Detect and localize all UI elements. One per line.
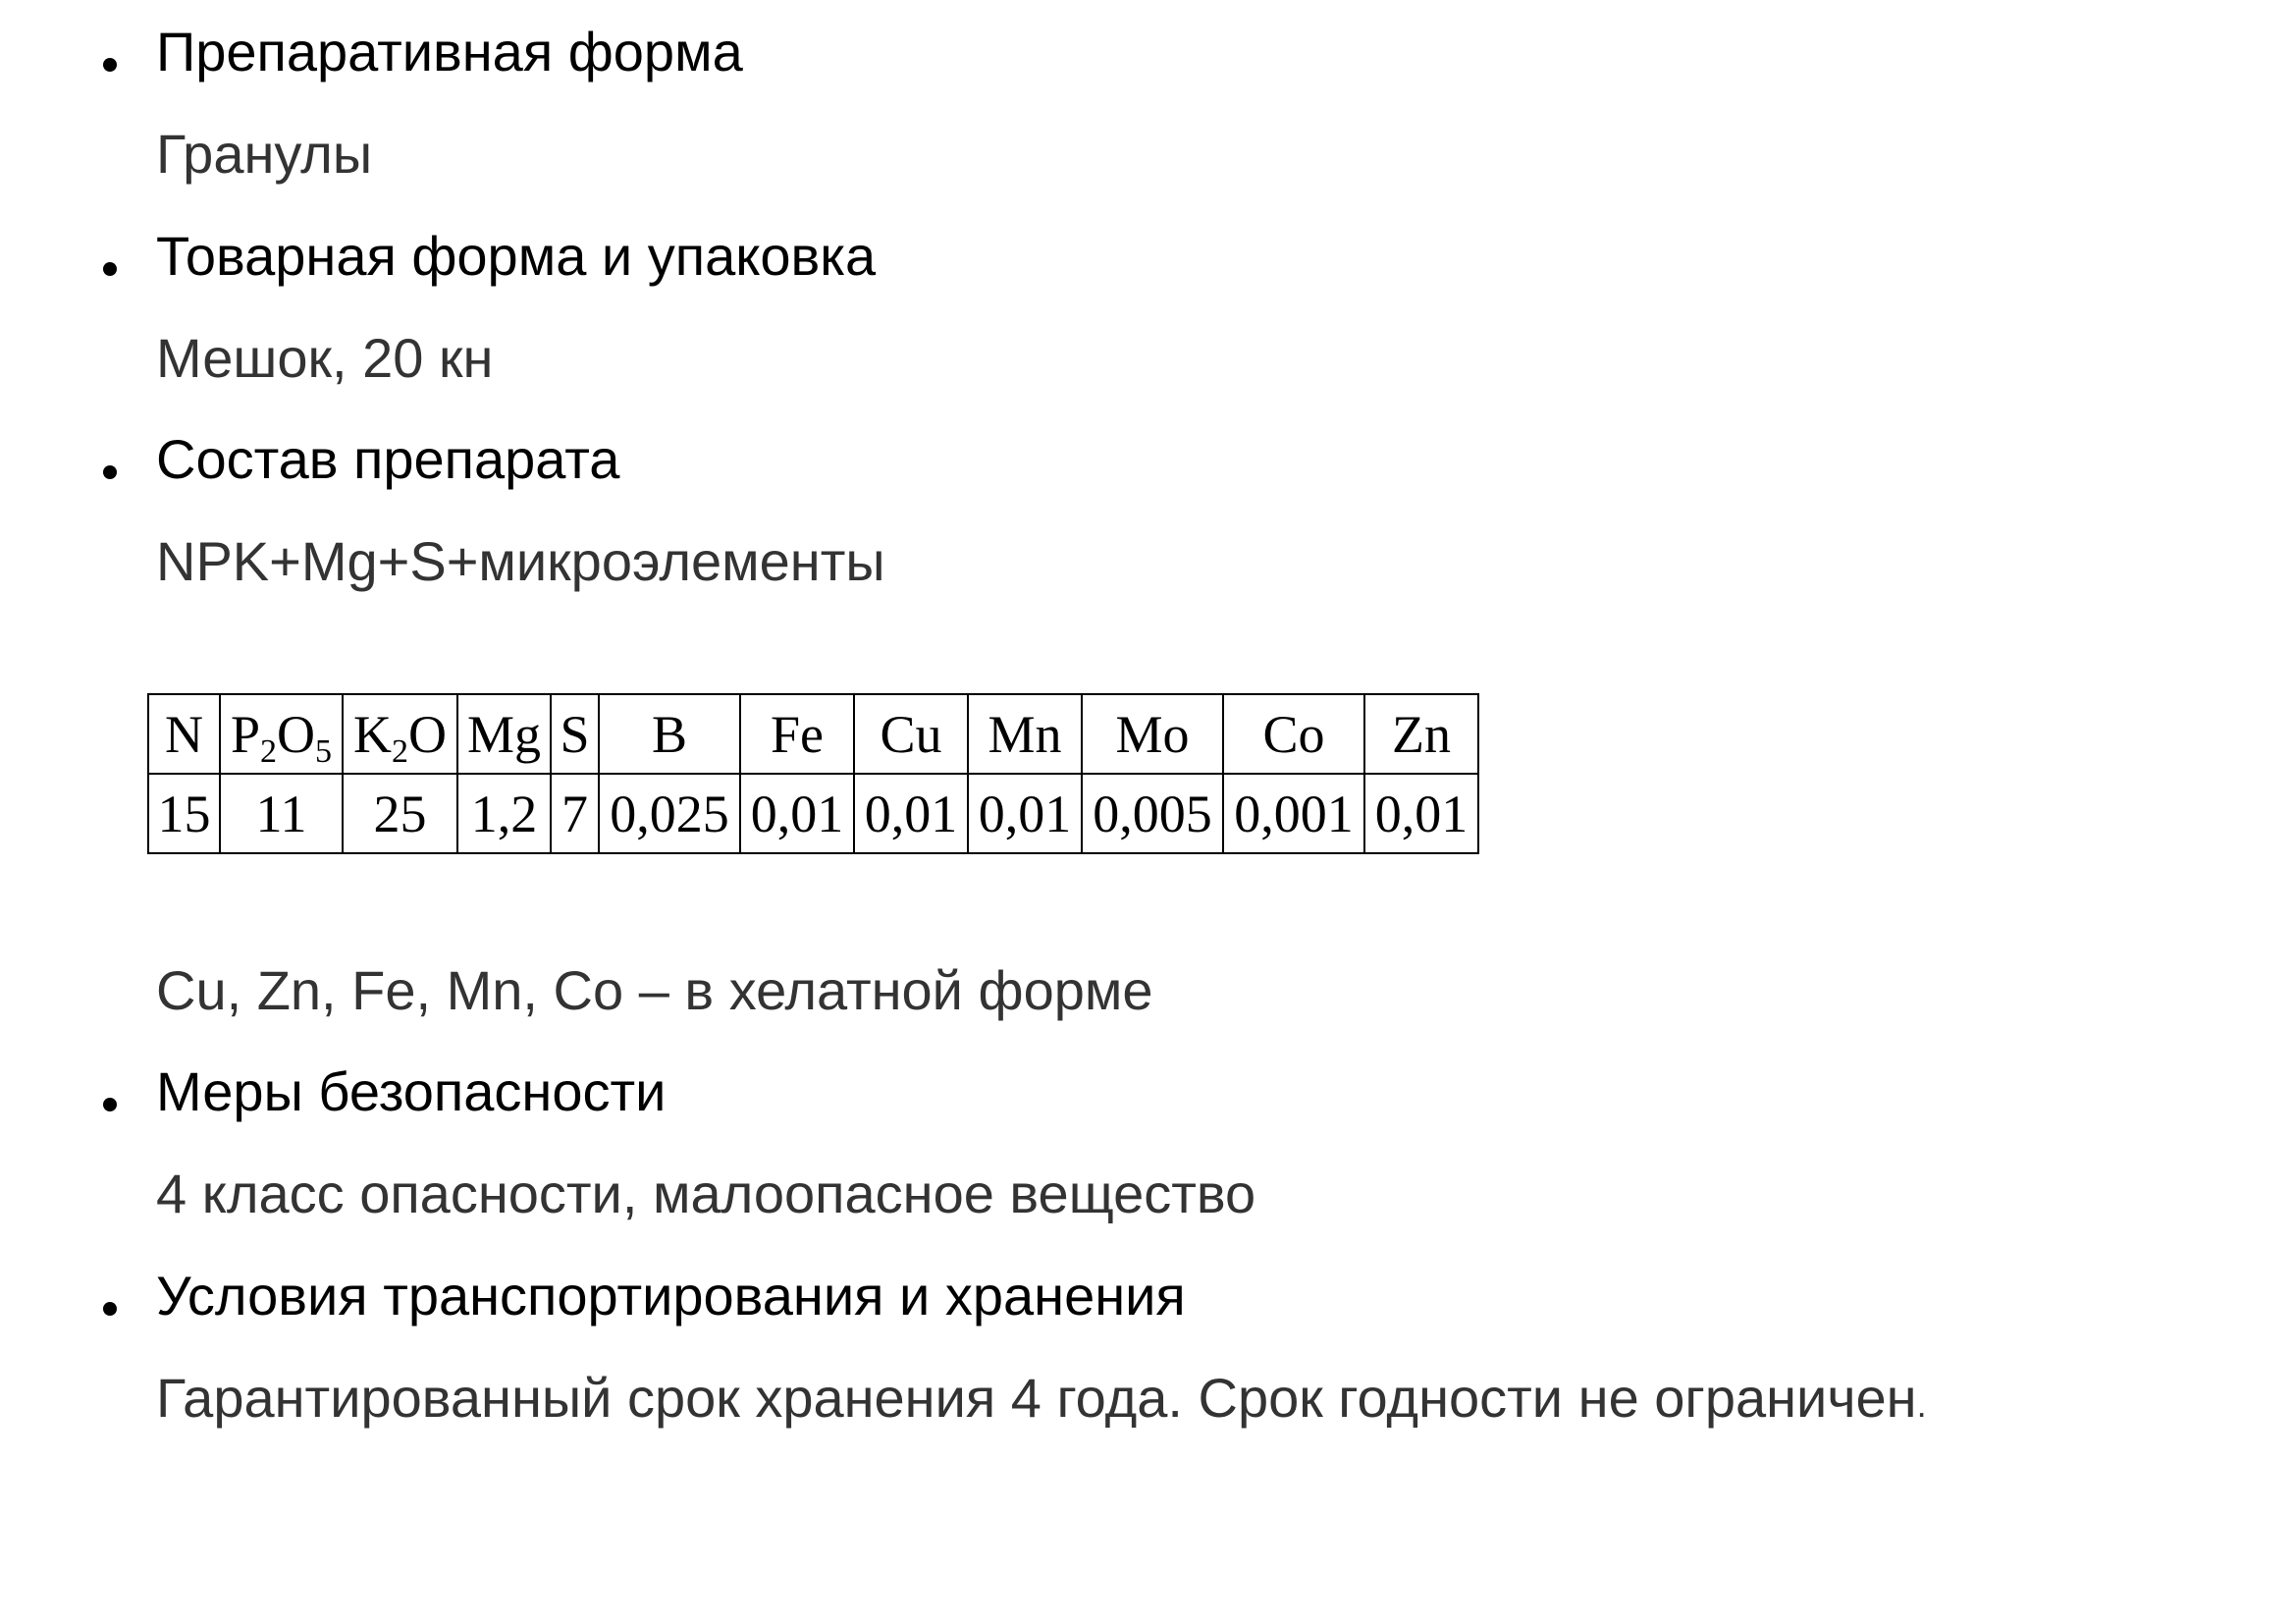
table-header-cell: $P_2O_5$ xyxy=(220,694,343,774)
table-header-cell: Mn xyxy=(968,694,1082,774)
storage-period: . xyxy=(1916,1384,1927,1425)
bullet xyxy=(103,58,117,72)
table-header-cell: S xyxy=(551,694,599,774)
table-header-cell: Co xyxy=(1223,694,1364,774)
table-value-cell: 0,01 xyxy=(1364,774,1478,853)
bullet xyxy=(103,465,117,479)
table-value-cell: 0,01 xyxy=(854,774,968,853)
table-value-cell: 0,005 xyxy=(1082,774,1223,853)
table-value-cell: 0,025 xyxy=(599,774,740,853)
table-header-row xyxy=(148,694,1478,774)
section-value-form: Гранулы xyxy=(156,123,373,185)
section-heading-packaging: Товарная форма и упаковка xyxy=(156,225,877,287)
table-value-cell: 1,2 xyxy=(457,774,551,853)
table-value-cell: 0,001 xyxy=(1223,774,1364,853)
table-value-cell: 0,01 xyxy=(968,774,1082,853)
table-value-cell: 7 xyxy=(551,774,599,853)
table-header-cell: Mg xyxy=(457,694,551,774)
table-header-cell: Cu xyxy=(854,694,968,774)
composition-table xyxy=(147,693,1479,854)
table-value-cell: 15 xyxy=(148,774,220,853)
section-heading-form: Препаративная форма xyxy=(156,21,743,82)
table-value-row xyxy=(148,774,1478,853)
table-header-cell: B xyxy=(599,694,740,774)
chelate-note: Cu, Zn, Fe, Mn, Co – в хелатной форме xyxy=(156,959,1153,1021)
table-value-cell: 25 xyxy=(343,774,457,853)
table-header-cell: Fe xyxy=(740,694,854,774)
section-value-storage xyxy=(156,1364,1927,1439)
table-header-cell: Mo xyxy=(1082,694,1223,774)
table-header-cell: Zn xyxy=(1364,694,1478,774)
bullet xyxy=(103,1302,117,1316)
table-header-cell: $K_2O$ xyxy=(343,694,457,774)
table-header-cell: N xyxy=(148,694,220,774)
section-heading-safety: Меры безопасности xyxy=(156,1060,667,1122)
section-value-composition: NPK+Mg+S+микроэлементы xyxy=(156,530,885,592)
section-heading-composition: Состав препарата xyxy=(156,428,620,490)
section-value-safety: 4 класс опасности, малоопасное вещество xyxy=(156,1163,1256,1224)
storage-text: Гарантированный срок хранения 4 года. Срок годности не ограничен xyxy=(156,1367,1917,1429)
table-value-cell: 11 xyxy=(220,774,343,853)
section-heading-storage: Условия транспортирования и хранения xyxy=(156,1265,1186,1326)
bullet xyxy=(103,1098,117,1111)
bullet xyxy=(103,262,117,276)
table-value-cell: 0,01 xyxy=(740,774,854,853)
section-value-packaging: Мешок, 20 кн xyxy=(156,327,494,389)
